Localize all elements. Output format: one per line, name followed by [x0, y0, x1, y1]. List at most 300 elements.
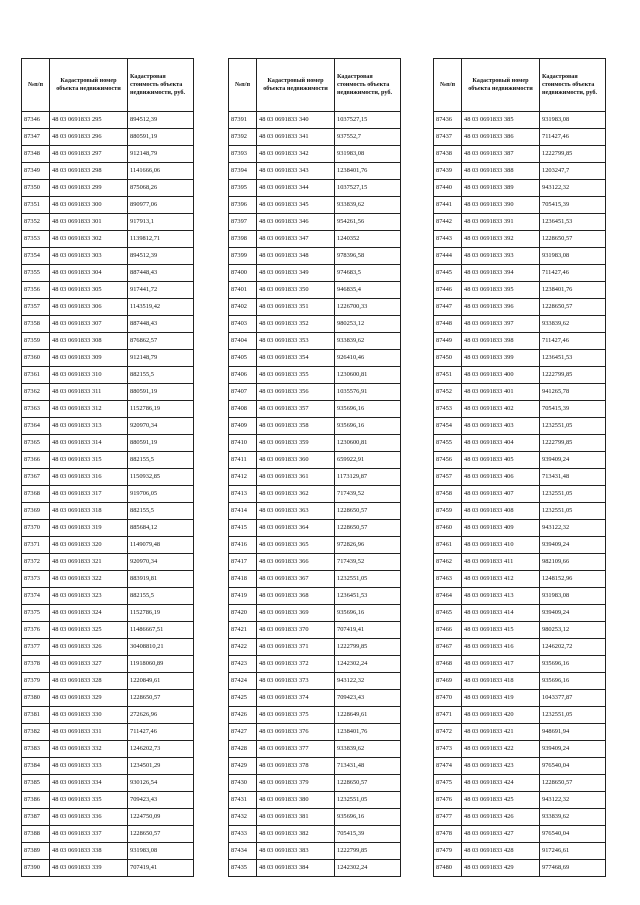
cadastral-value: 1232551,05 [540, 486, 606, 503]
table-row [22, 690, 194, 707]
cadastral-value: 1236451,53 [335, 588, 401, 605]
table-row [22, 554, 194, 571]
cadastral-value: 935696,16 [335, 809, 401, 826]
row-number: 87384 [22, 758, 50, 775]
row-number: 87441 [434, 197, 462, 214]
row-number: 87406 [229, 367, 257, 384]
table-row [434, 690, 606, 707]
cadastral-number: 48 03 0691833 379 [257, 775, 335, 792]
cadastral-number: 48 03 0691833 381 [257, 809, 335, 826]
cadastral-number: 48 03 0691833 305 [50, 282, 128, 299]
table-row [229, 826, 401, 843]
table-row [22, 486, 194, 503]
table-row [22, 231, 194, 248]
cadastral-number: 48 03 0691833 354 [257, 350, 335, 367]
cadastral-value: 1203247,7 [540, 163, 606, 180]
row-number: 87418 [229, 571, 257, 588]
table-row [434, 775, 606, 792]
cadastral-value: 943122,32 [540, 180, 606, 197]
row-number: 87474 [434, 758, 462, 775]
cadastral-value: 1173129,87 [335, 469, 401, 486]
cadastral-number: 48 03 0691833 295 [50, 112, 128, 129]
table-row [434, 282, 606, 299]
cadastral-number: 48 03 0691833 336 [50, 809, 128, 826]
table-body [434, 112, 606, 877]
cadastral-number: 48 03 0691833 388 [462, 163, 540, 180]
cadastral-number: 48 03 0691833 313 [50, 418, 128, 435]
cadastral-value: 1232551,05 [335, 571, 401, 588]
cadastral-number: 48 03 0691833 397 [462, 316, 540, 333]
cadastral-value: 1248152,96 [540, 571, 606, 588]
cadastral-value: 933839,62 [335, 333, 401, 350]
row-number: 87424 [229, 673, 257, 690]
row-number: 87422 [229, 639, 257, 656]
cadastral-number: 48 03 0691833 402 [462, 401, 540, 418]
cadastral-value: 717439,52 [335, 486, 401, 503]
cadastral-number: 48 03 0691833 420 [462, 707, 540, 724]
cadastral-number: 48 03 0691833 405 [462, 452, 540, 469]
cadastral-number: 48 03 0691833 414 [462, 605, 540, 622]
table-row [434, 520, 606, 537]
table-row [229, 231, 401, 248]
table-row [22, 673, 194, 690]
table-body [229, 112, 401, 877]
table-row [229, 214, 401, 231]
cadastral-number: 48 03 0691833 330 [50, 707, 128, 724]
row-number: 87350 [22, 180, 50, 197]
cadastral-value: 711427,46 [540, 333, 606, 350]
cadastral-number: 48 03 0691833 321 [50, 554, 128, 571]
table-row [229, 707, 401, 724]
cadastral-number: 48 03 0691833 310 [50, 367, 128, 384]
table-row [434, 622, 606, 639]
cadastral-value: 659922,91 [335, 452, 401, 469]
table-row [229, 622, 401, 639]
cadastral-value: 931983,08 [540, 588, 606, 605]
cadastral-number: 48 03 0691833 344 [257, 180, 335, 197]
row-number: 87378 [22, 656, 50, 673]
cadastral-value: 943122,32 [540, 520, 606, 537]
row-number: 87420 [229, 605, 257, 622]
table-row [434, 299, 606, 316]
table-row [434, 571, 606, 588]
cadastral-value: 11918060,89 [128, 656, 194, 673]
row-number: 87358 [22, 316, 50, 333]
row-number: 87348 [22, 146, 50, 163]
cadastral-number: 48 03 0691833 375 [257, 707, 335, 724]
table-row [22, 282, 194, 299]
cadastral-number: 48 03 0691833 363 [257, 503, 335, 520]
cadastral-value: 1228650,57 [540, 775, 606, 792]
cadastral-number: 48 03 0691833 370 [257, 622, 335, 639]
row-number: 87392 [229, 129, 257, 146]
cadastral-number: 48 03 0691833 425 [462, 792, 540, 809]
cadastral-value: 894512,39 [128, 248, 194, 265]
cadastral-value: 1222799,85 [540, 435, 606, 452]
cadastral-number: 48 03 0691833 399 [462, 350, 540, 367]
table-row [22, 435, 194, 452]
row-number: 87468 [434, 656, 462, 673]
cadastral-value: 919706,05 [128, 486, 194, 503]
cadastral-value: 272626,96 [128, 707, 194, 724]
table-row [229, 180, 401, 197]
row-number: 87428 [229, 741, 257, 758]
row-number: 87383 [22, 741, 50, 758]
cadastral-number: 48 03 0691833 369 [257, 605, 335, 622]
row-number: 87458 [434, 486, 462, 503]
table-header-row [22, 59, 194, 112]
table-row [434, 860, 606, 877]
cadastral-value: 1226700,33 [335, 299, 401, 316]
table-row [434, 809, 606, 826]
table-row [229, 367, 401, 384]
table-row [434, 605, 606, 622]
table-row [22, 214, 194, 231]
cadastral-value: 1228650,57 [335, 520, 401, 537]
cadastral-value: 1037527,15 [335, 180, 401, 197]
row-number: 87396 [229, 197, 257, 214]
row-number: 87398 [229, 231, 257, 248]
row-number: 87433 [229, 826, 257, 843]
cadastral-value: 926410,46 [335, 350, 401, 367]
cadastral-value: 917441,72 [128, 282, 194, 299]
row-number: 87431 [229, 792, 257, 809]
table-row [22, 452, 194, 469]
cadastral-number: 48 03 0691833 349 [257, 265, 335, 282]
table-row [434, 350, 606, 367]
row-number: 87456 [434, 452, 462, 469]
cadastral-number: 48 03 0691833 368 [257, 588, 335, 605]
row-number: 87412 [229, 469, 257, 486]
cadastral-number: 48 03 0691833 410 [462, 537, 540, 554]
table-row [229, 656, 401, 673]
cadastral-value: 1234501,29 [128, 758, 194, 775]
table-row [229, 163, 401, 180]
row-number: 87426 [229, 707, 257, 724]
row-number: 87425 [229, 690, 257, 707]
cadastral-value: 920970,34 [128, 418, 194, 435]
cadastral-number: 48 03 0691833 384 [257, 860, 335, 877]
cadastral-number: 48 03 0691833 341 [257, 129, 335, 146]
cadastral-table-1 [21, 58, 194, 877]
cadastral-number: 48 03 0691833 387 [462, 146, 540, 163]
cadastral-number: 48 03 0691833 317 [50, 486, 128, 503]
row-number: 87443 [434, 231, 462, 248]
cadastral-number: 48 03 0691833 311 [50, 384, 128, 401]
table-row [22, 809, 194, 826]
row-number: 87450 [434, 350, 462, 367]
cadastral-value: 1228650,57 [335, 503, 401, 520]
row-number: 87346 [22, 112, 50, 129]
cadastral-number: 48 03 0691833 358 [257, 418, 335, 435]
table-row [434, 316, 606, 333]
cadastral-number: 48 03 0691833 314 [50, 435, 128, 452]
cadastral-number: 48 03 0691833 424 [462, 775, 540, 792]
cadastral-number: 48 03 0691833 332 [50, 741, 128, 758]
table-row [434, 435, 606, 452]
cadastral-value: 1035576,91 [335, 384, 401, 401]
cadastral-number: 48 03 0691833 409 [462, 520, 540, 537]
row-number: 87434 [229, 843, 257, 860]
cadastral-value: 976540,04 [540, 758, 606, 775]
row-number: 87347 [22, 129, 50, 146]
cadastral-value: 1152786,19 [128, 401, 194, 418]
row-number: 87435 [229, 860, 257, 877]
row-number: 87413 [229, 486, 257, 503]
cadastral-number: 48 03 0691833 318 [50, 503, 128, 520]
cadastral-number: 48 03 0691833 303 [50, 248, 128, 265]
table-row [229, 197, 401, 214]
cadastral-value: 1139812,71 [128, 231, 194, 248]
cadastral-number: 48 03 0691833 319 [50, 520, 128, 537]
cadastral-number: 48 03 0691833 351 [257, 299, 335, 316]
cadastral-value: 954261,56 [335, 214, 401, 231]
cadastral-number: 48 03 0691833 408 [462, 503, 540, 520]
row-number: 87445 [434, 265, 462, 282]
table-row [22, 520, 194, 537]
row-number: 87400 [229, 265, 257, 282]
cadastral-value: 939409,24 [540, 605, 606, 622]
row-number: 87467 [434, 639, 462, 656]
row-number: 87432 [229, 809, 257, 826]
row-number: 87449 [434, 333, 462, 350]
cadastral-value: 882155,5 [128, 452, 194, 469]
cadastral-value: 705415,39 [335, 826, 401, 843]
cadastral-number: 48 03 0691833 353 [257, 333, 335, 350]
cadastral-number: 48 03 0691833 339 [50, 860, 128, 877]
cadastral-number: 48 03 0691833 335 [50, 792, 128, 809]
cadastral-number: 48 03 0691833 352 [257, 316, 335, 333]
cadastral-number: 48 03 0691833 327 [50, 656, 128, 673]
row-number: 87429 [229, 758, 257, 775]
table-row [22, 299, 194, 316]
cadastral-number: 48 03 0691833 340 [257, 112, 335, 129]
table-row [22, 197, 194, 214]
cadastral-value: 880591,19 [128, 384, 194, 401]
row-number: 87447 [434, 299, 462, 316]
row-number: 87476 [434, 792, 462, 809]
row-number: 87460 [434, 520, 462, 537]
cadastral-value: 1238401,76 [335, 163, 401, 180]
cadastral-number: 48 03 0691833 316 [50, 469, 128, 486]
row-number: 87479 [434, 843, 462, 860]
table-row [434, 146, 606, 163]
row-number: 87407 [229, 384, 257, 401]
cadastral-value: 933839,62 [540, 316, 606, 333]
table-row [434, 503, 606, 520]
row-number: 87357 [22, 299, 50, 316]
cadastral-value: 933839,62 [335, 197, 401, 214]
row-number: 87439 [434, 163, 462, 180]
cadastral-value: 1232551,05 [540, 707, 606, 724]
cadastral-value: 705415,39 [540, 197, 606, 214]
header-cadastral-number: Кадастровый номер объекта недвижимости [257, 59, 335, 112]
table-header-row [434, 59, 606, 112]
table-row [434, 724, 606, 741]
row-number: 87473 [434, 741, 462, 758]
cadastral-value: 705415,39 [540, 401, 606, 418]
row-number: 87417 [229, 554, 257, 571]
cadastral-value: 1232551,05 [335, 792, 401, 809]
cadastral-value: 875068,26 [128, 180, 194, 197]
cadastral-value: 935696,16 [335, 418, 401, 435]
table-row [434, 537, 606, 554]
table-row [229, 690, 401, 707]
table-row [22, 775, 194, 792]
cadastral-value: 717439,52 [335, 554, 401, 571]
cadastral-value: 978396,58 [335, 248, 401, 265]
cadastral-value: 1228650,57 [335, 775, 401, 792]
cadastral-value: 1232551,05 [540, 418, 606, 435]
cadastral-value: 931983,08 [540, 248, 606, 265]
cadastral-number: 48 03 0691833 429 [462, 860, 540, 877]
cadastral-number: 48 03 0691833 364 [257, 520, 335, 537]
table-row [229, 418, 401, 435]
cadastral-number: 48 03 0691833 334 [50, 775, 128, 792]
row-number: 87360 [22, 350, 50, 367]
table-row [22, 129, 194, 146]
table-row [434, 197, 606, 214]
cadastral-number: 48 03 0691833 356 [257, 384, 335, 401]
row-number: 87442 [434, 214, 462, 231]
cadastral-number: 48 03 0691833 308 [50, 333, 128, 350]
cadastral-value: 1149079,48 [128, 537, 194, 554]
cadastral-number: 48 03 0691833 394 [462, 265, 540, 282]
header-cadastral-value: Кадастровая стоимость объекта недвижимости, руб. [335, 59, 401, 112]
table-row [22, 248, 194, 265]
cadastral-number: 48 03 0691833 382 [257, 826, 335, 843]
row-number: 87393 [229, 146, 257, 163]
row-number: 87464 [434, 588, 462, 605]
table-row [434, 588, 606, 605]
cadastral-value: 1236451,53 [540, 214, 606, 231]
table-row [22, 707, 194, 724]
cadastral-value: 935696,16 [335, 401, 401, 418]
table-row [229, 486, 401, 503]
row-number: 87461 [434, 537, 462, 554]
table-row [229, 792, 401, 809]
row-number: 87361 [22, 367, 50, 384]
cadastral-value: 977468,69 [540, 860, 606, 877]
row-number: 87421 [229, 622, 257, 639]
cadastral-value: 935696,16 [540, 673, 606, 690]
row-number: 87470 [434, 690, 462, 707]
table-row [434, 673, 606, 690]
cadastral-number: 48 03 0691833 357 [257, 401, 335, 418]
row-number: 87401 [229, 282, 257, 299]
table-row [22, 860, 194, 877]
cadastral-number: 48 03 0691833 367 [257, 571, 335, 588]
cadastral-number: 48 03 0691833 416 [462, 639, 540, 656]
row-number: 87366 [22, 452, 50, 469]
table-row [22, 758, 194, 775]
cadastral-number: 48 03 0691833 418 [462, 673, 540, 690]
row-number: 87477 [434, 809, 462, 826]
table-row [229, 112, 401, 129]
table-row [22, 588, 194, 605]
cadastral-value: 1220849,61 [128, 673, 194, 690]
cadastral-number: 48 03 0691833 366 [257, 554, 335, 571]
row-number: 87381 [22, 707, 50, 724]
table-row [434, 248, 606, 265]
row-number: 87365 [22, 435, 50, 452]
cadastral-number: 48 03 0691833 398 [462, 333, 540, 350]
table-row [229, 469, 401, 486]
table-row [229, 605, 401, 622]
row-number: 87380 [22, 690, 50, 707]
cadastral-value: 980253,12 [540, 622, 606, 639]
cadastral-value: 1242302,24 [335, 860, 401, 877]
table-row [229, 350, 401, 367]
cadastral-value: 882155,5 [128, 588, 194, 605]
cadastral-value: 943122,32 [335, 673, 401, 690]
cadastral-number: 48 03 0691833 423 [462, 758, 540, 775]
cadastral-value: 912148,79 [128, 146, 194, 163]
cadastral-value: 1238401,76 [335, 724, 401, 741]
cadastral-value: 933839,62 [335, 741, 401, 758]
cadastral-value: 1246202,73 [128, 741, 194, 758]
cadastral-value: 711427,46 [540, 129, 606, 146]
table-row [434, 214, 606, 231]
table-row [434, 758, 606, 775]
cadastral-number: 48 03 0691833 315 [50, 452, 128, 469]
cadastral-value: 882155,5 [128, 503, 194, 520]
row-number: 87453 [434, 401, 462, 418]
row-number: 87377 [22, 639, 50, 656]
row-number: 87395 [229, 180, 257, 197]
cadastral-value: 939409,24 [540, 741, 606, 758]
cadastral-value: 707419,41 [128, 860, 194, 877]
table-row [229, 503, 401, 520]
cadastral-number: 48 03 0691833 421 [462, 724, 540, 741]
table-row [434, 418, 606, 435]
row-number: 87414 [229, 503, 257, 520]
cadastral-number: 48 03 0691833 338 [50, 843, 128, 860]
cadastral-value: 931983,08 [128, 843, 194, 860]
table-row [434, 180, 606, 197]
cadastral-number: 48 03 0691833 413 [462, 588, 540, 605]
table-row [229, 809, 401, 826]
table-row [229, 316, 401, 333]
table-row [22, 622, 194, 639]
row-number: 87373 [22, 571, 50, 588]
row-number: 87451 [434, 367, 462, 384]
cadastral-value: 912148,79 [128, 350, 194, 367]
row-number: 87410 [229, 435, 257, 452]
row-number: 87430 [229, 775, 257, 792]
cadastral-value: 943122,32 [540, 792, 606, 809]
cadastral-number: 48 03 0691833 333 [50, 758, 128, 775]
cadastral-value: 707419,41 [335, 622, 401, 639]
cadastral-value: 982109,66 [540, 554, 606, 571]
table-row [229, 146, 401, 163]
cadastral-number: 48 03 0691833 422 [462, 741, 540, 758]
row-number: 87353 [22, 231, 50, 248]
row-number: 87356 [22, 282, 50, 299]
row-number: 87455 [434, 435, 462, 452]
cadastral-value: 1150932,85 [128, 469, 194, 486]
cadastral-number: 48 03 0691833 359 [257, 435, 335, 452]
header-num: №п/п [434, 59, 462, 112]
cadastral-value: 935696,16 [540, 656, 606, 673]
cadastral-value: 1222799,85 [540, 146, 606, 163]
row-number: 87387 [22, 809, 50, 826]
table-row [22, 843, 194, 860]
cadastral-value: 1222799,85 [335, 843, 401, 860]
table-row [229, 435, 401, 452]
table-row [22, 639, 194, 656]
cadastral-value: 1230600,81 [335, 435, 401, 452]
